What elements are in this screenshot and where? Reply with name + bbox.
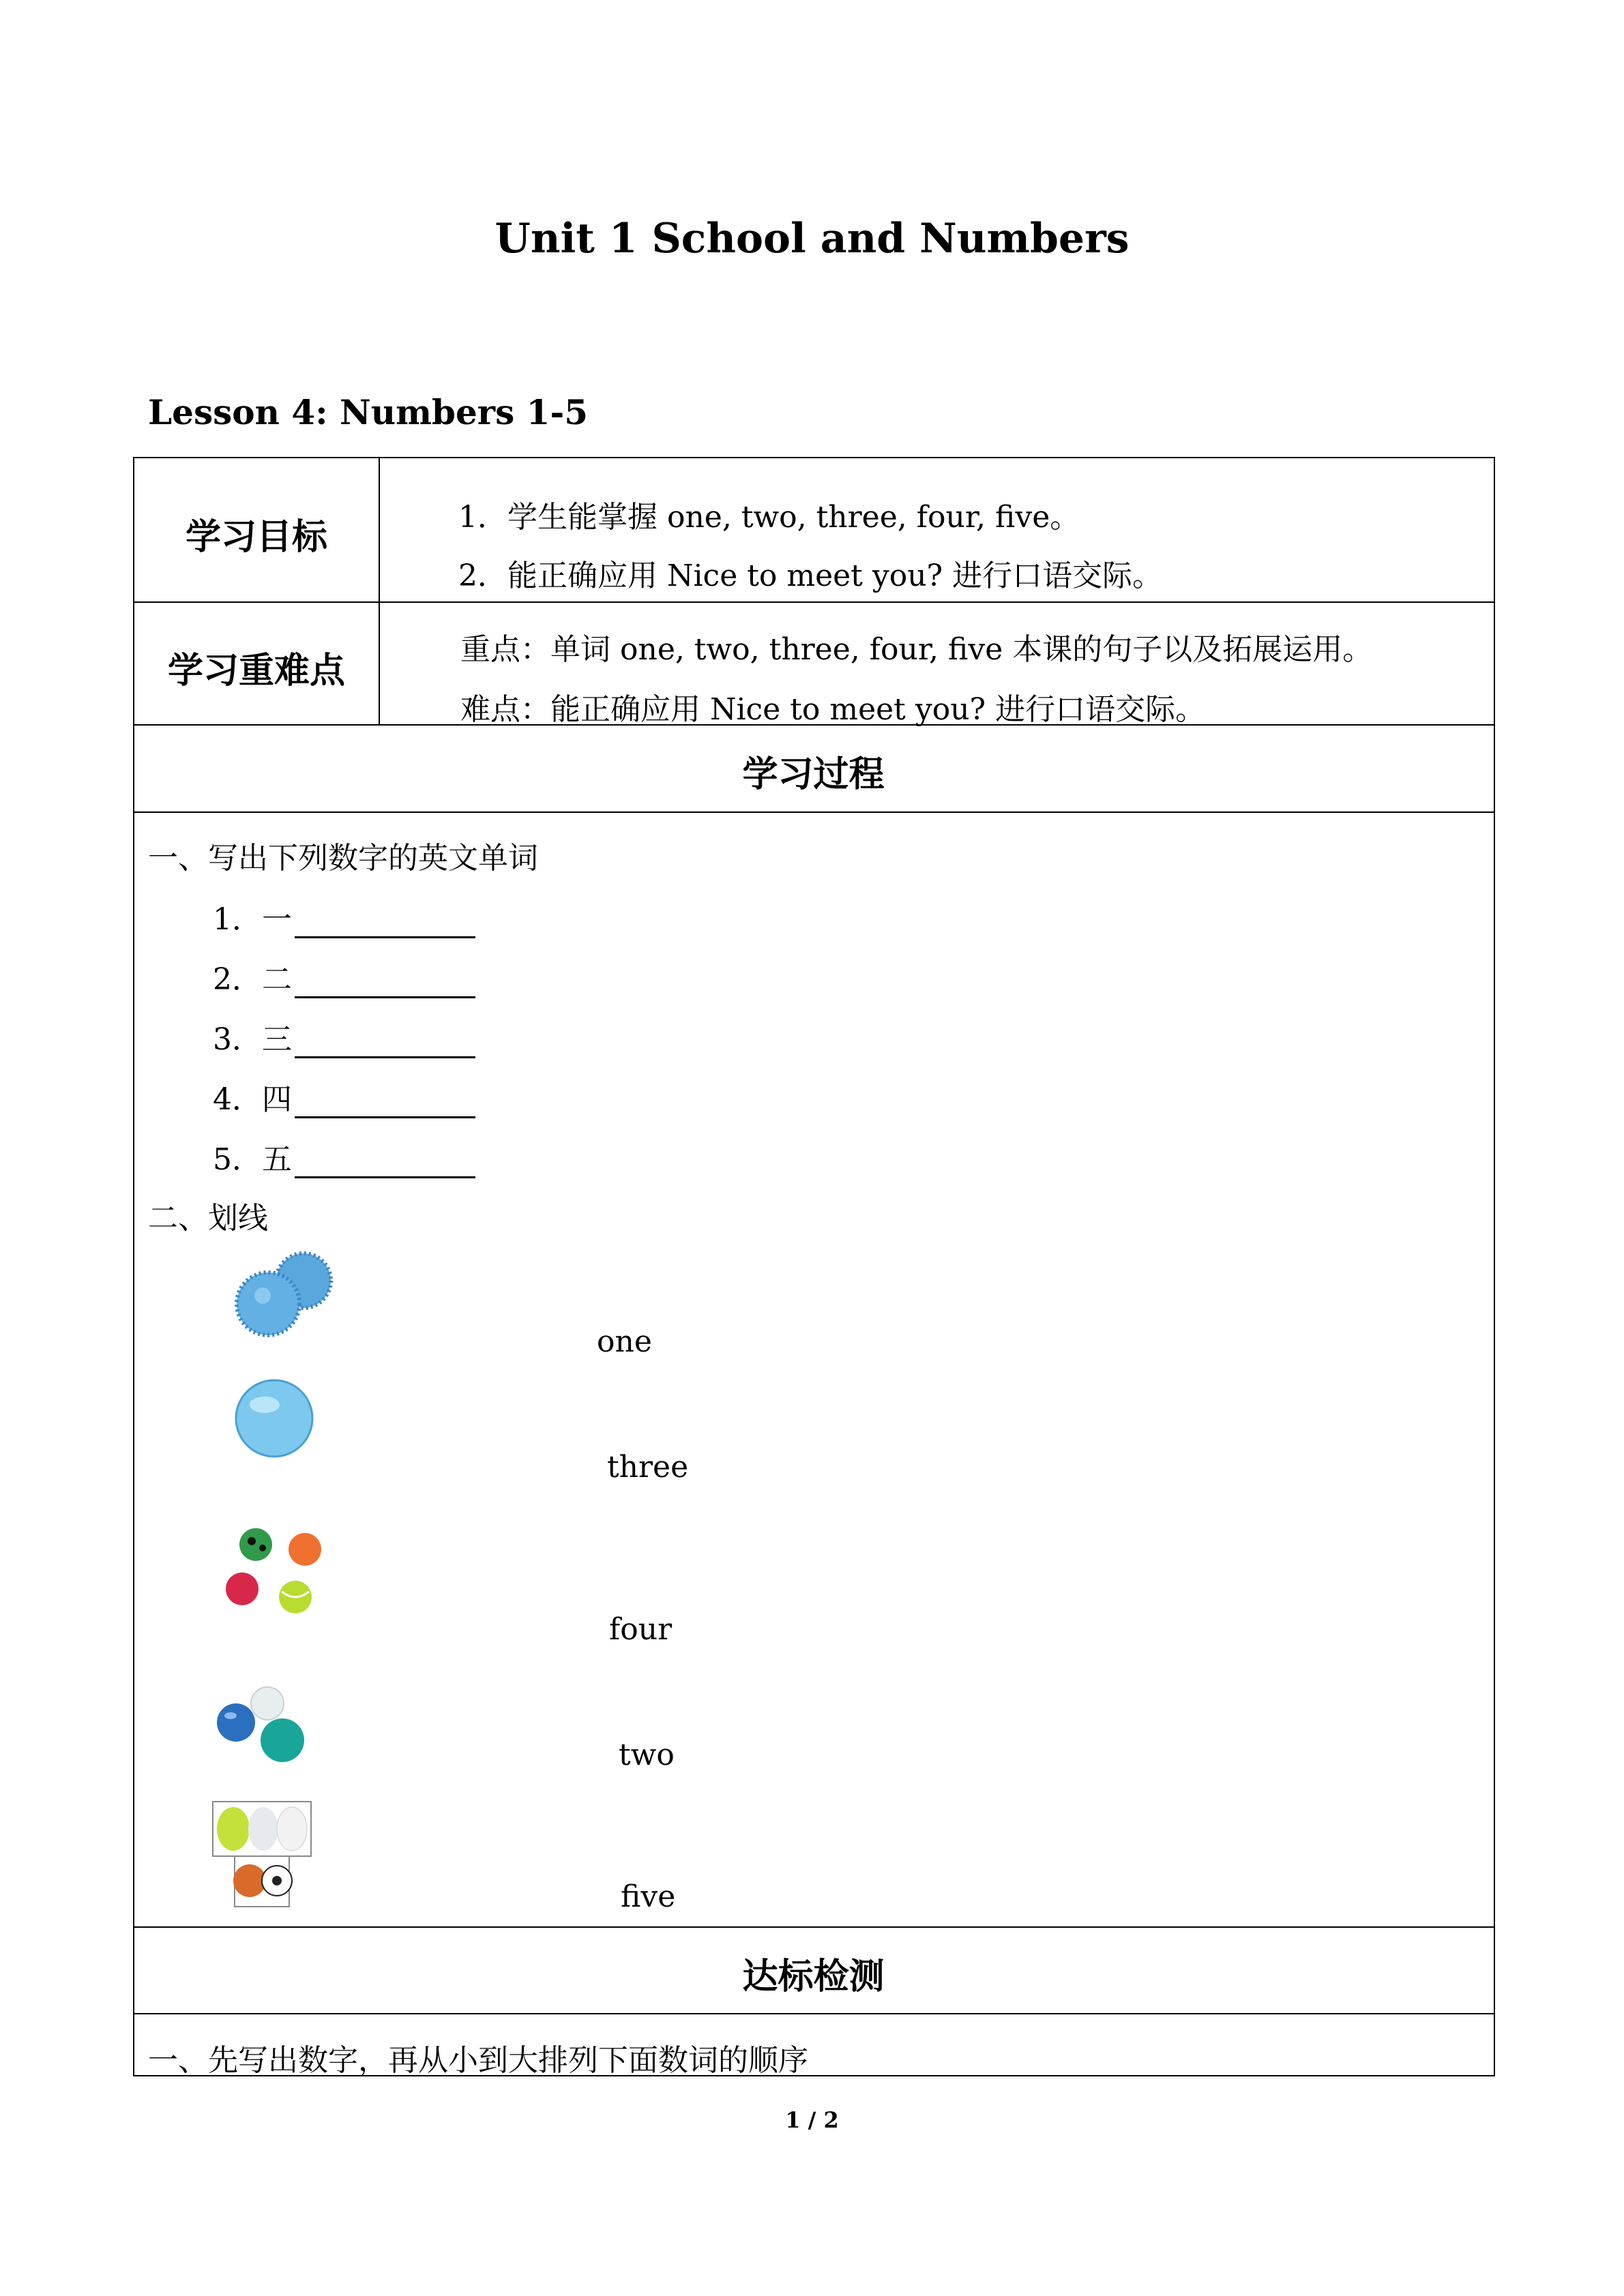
fill-item-3: 3．三 bbox=[213, 1015, 475, 1058]
lesson-heading: Lesson 4: Numbers 1-5 bbox=[148, 392, 588, 432]
page-number: 1 / 2 bbox=[785, 2107, 839, 2133]
fill-item-5: 5．五 bbox=[213, 1135, 475, 1178]
goal-item-1: 1．学生能掌握 one, two, three, four, five。 bbox=[458, 500, 1080, 535]
four-balls-image bbox=[222, 1521, 331, 1623]
one-ball-image bbox=[232, 1377, 317, 1459]
five-balls-image bbox=[211, 1800, 314, 1909]
answer-blank[interactable] bbox=[295, 906, 475, 938]
part2-title: 二、划线 bbox=[148, 1201, 268, 1236]
word-one[interactable]: one bbox=[597, 1324, 652, 1359]
answer-blank[interactable] bbox=[295, 1146, 475, 1178]
fill-item-4: 4．四 bbox=[213, 1075, 475, 1118]
keypoints-label: 学习重难点 bbox=[167, 651, 345, 691]
part1-title: 一、写出下列数字的英文单词 bbox=[148, 841, 538, 876]
fill-item-1: 1．一 bbox=[213, 895, 475, 938]
answer-blank[interactable] bbox=[295, 1086, 475, 1118]
process-heading: 学习过程 bbox=[742, 754, 885, 795]
goal-item-2: 2．能正确应用 Nice to meet you? 进行口语交际。 bbox=[458, 558, 1163, 593]
answer-blank[interactable] bbox=[295, 1026, 475, 1058]
word-three[interactable]: three bbox=[607, 1450, 689, 1485]
keypoint-item-2: 难点：能正确应用 Nice to meet you? 进行口语交际。 bbox=[460, 692, 1206, 727]
answer-blank[interactable] bbox=[295, 966, 475, 998]
word-four[interactable]: four bbox=[609, 1612, 673, 1647]
word-two[interactable]: two bbox=[619, 1738, 675, 1772]
two-spiky-balls-image bbox=[228, 1248, 341, 1343]
check-heading: 达标检测 bbox=[742, 1956, 885, 1997]
check-part1-title: 一、先写出数字，再从小到大排列下面数词的顺序 bbox=[148, 2043, 808, 2078]
keypoint-item-1: 重点：单词 one, two, three, four, five 本课的句子以及拓展运用。 bbox=[460, 632, 1373, 667]
fill-item-2: 2．二 bbox=[213, 955, 475, 998]
three-balls-image bbox=[211, 1684, 314, 1770]
word-five[interactable]: five bbox=[621, 1879, 676, 1914]
page-title: Unit 1 School and Numbers bbox=[494, 215, 1130, 263]
goals-label: 学习目标 bbox=[185, 517, 327, 558]
